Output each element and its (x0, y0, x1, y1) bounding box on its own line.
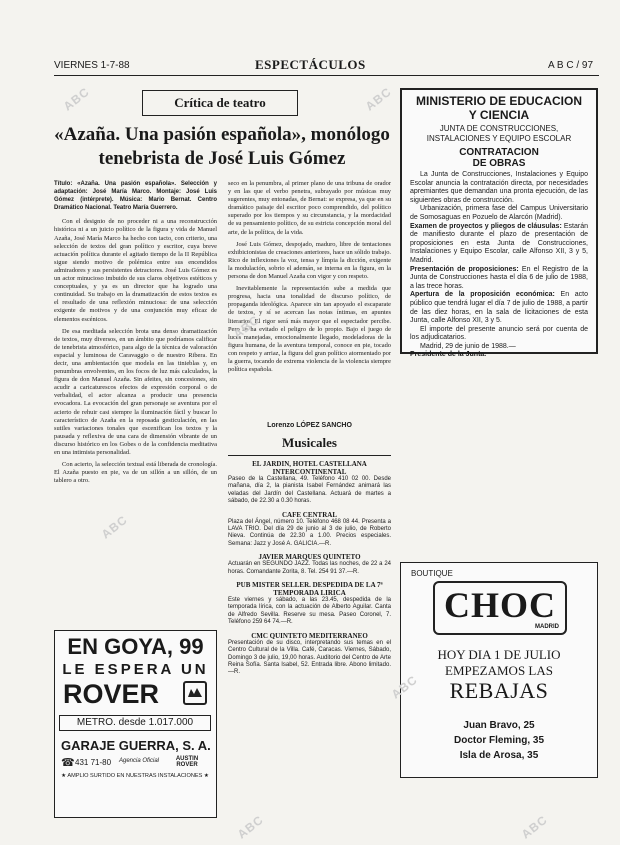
notice-label: Examen de proyectos y pliegos de cláusulas: (410, 222, 562, 230)
notice-paragraph (410, 223, 588, 266)
musical-listing-name: EL JARDIN, HOTEL CASTELLANA INTERCONTINENTAL (252, 460, 367, 476)
article-paragraph: José Luis Gómez, despojado, maduro, libre de tentaciones exhibicionistas de creaciones anteriores, hace un sólido trabajo. Rico de inflexiones la voz, tensa y límpia la dicción, exigente la modulación, sobrio el ademán, se interna en la figura, en la persona de don Manuel Azaña con vigor y con respeto. (228, 240, 391, 281)
musical-listing-body: Este viernes y sábado, a las 23.45, despedida de la temporada lírica, con la actuación de Alberto Aguilar. Canta de Alfredo Sevilla. Reserve su mesa. Paseo Coronel, 7. Teléfono 259 64 74.—R. (228, 597, 391, 626)
watermark: ABC (518, 812, 551, 842)
watermark: ABC (230, 312, 263, 342)
contratacion-title-1: CONTRATACION (459, 147, 539, 158)
goya-line-1: EN GOYA, 99 (67, 634, 204, 659)
goya-ad (54, 630, 217, 818)
choc-logo-frame (433, 581, 567, 635)
goya-line-2: LE ESPERA UN (62, 661, 209, 678)
choc-start: EMPEZAMOS LAS (445, 663, 553, 678)
choc-sales: REBAJAS (449, 678, 549, 703)
musical-listing-name: JAVIER MARQUES QUINTETO (258, 553, 361, 562)
musical-listing-body: Actuarán en SEGUNDO JAZZ. Todas las noches, de 22 a 24 horas. Comandante Zorita, 8. Tel. 254 91 37.—R. (228, 561, 391, 575)
musicales-title: Musicales (282, 435, 337, 450)
ministerio-notice (400, 88, 598, 359)
article-column-1 (54, 180, 217, 616)
notice-text: En acto público que tendrá lugar el día 7 de julio de 1988, a partir de las diez horas, en la sala de licitaciones de esta Junta, calle Alfonso XII, 3 y 5. (410, 291, 588, 325)
junta-line-2: INSTALACIONES Y EQUIPO ESCOLAR (426, 134, 572, 143)
article-paragraph: Inevitablemente la representación sube a medida que progresa, hacia una tonalidad de discurso político, de propaganda ideológica. Aparece sin tan apoyado el escaparate de textos, y sí se acercan las notas íntimas, en apuntes literarios. El rigor será más mayor que el espectador percibe. Pero se ha evitado el peligro de lo propio. Bajo el juego de luces manejadas, emocionalmente llegado, modeladoras de la figura humana, de la aventura temporal, conoce en pie, tocado con respeto y arriaz, la figura del gran político atormentado por la guerra, tocando de extrema violencia de la violencia siempre política española. (228, 285, 391, 374)
article-paragraph: Con el designio de no proceder ni a una reconstrucción histórica ni a un juicio político de la figura y vida de Manuel Azaña, José María Marco ha hecho con tacto, con criterio, una selección de textos del gran político y escritor, cuya breve actuación política durante el agitado tiempo de la II República sigue siendo motivo de polémica entre sus encendidos admiradores y sus persistentes detractores. José Luis Gómez es un actor minucioso imbuido de sus claros objetivos estéticos y conceptuales, y ya es un director que ha logrado una continuidad. Su trabajo en la dramatización de estos textos es el resultado de una reflexión minuciosa: de una selección exigente de motivos y de una conjunción muy eficaz de elementos escénicos. (54, 218, 217, 323)
musical-listing (228, 632, 391, 677)
critica-kicker: Crítica de teatro (142, 90, 298, 116)
musical-listing-name: PUB MISTER SELLER. DESPEDIDA DE LA 7ª TEMPORADA LIRICA (236, 581, 383, 598)
ministerio-title-2: Y CIENCIA (468, 108, 530, 122)
headline-line-1: «Azaña. Una pasión española», monólogo (54, 124, 390, 145)
watermark: ABC (234, 812, 267, 842)
musicales-list (228, 460, 391, 830)
musical-listing (228, 460, 391, 506)
choc-address-2: Doctor Fleming, 35 (453, 735, 544, 746)
article-paragraph: De esa meditada selección brota una denso dramatización de textos, muy diversos, en un ámbito que podríamos calificar de tenebrista atmosférico, para algo de la técnica de valoración espacial y luminosa de Caravaggio o de nuestro Ribera. En decir, una ambientación que modela en las tinieblas y, en penumbras envolventes, en los focos de luz más calculados, la figura de don Manuel Azaña. Sin afeites, sin concesiones, sin acudir a caricaturescos efectos de expresión corporal o de verbalidad, el actor alcanza a producir una presencia evocadora. La evocación del gran personaje se aventura por el acierto de rehuir casi siempre la iluminación fácil y buscar lo característico de Azaña en la reposada gesticulación, en las sutiles variaciones tonales que escenifican los textos y la pausada y reflexiva de una cara de dimensión vibrante de un discurso histórico en los Gobes o de la confidencia meditativa en una intimista personalidad. (54, 327, 217, 456)
header-rule (54, 75, 599, 76)
contratacion-title-2: DE OBRAS (472, 158, 526, 169)
page-number: A B C / 97 (548, 60, 594, 71)
watermark: ABC (388, 672, 421, 702)
dealer-agency: Agencia Oficial (119, 758, 160, 764)
notice-paragraph: Urbanización, primera fase del Campus Universitario de Somosaguas en Pozuelo de Alarcón (Madrid). (410, 205, 588, 221)
watermark: ABC (98, 512, 131, 542)
brand-logo: AUSTIN ROVER (175, 756, 199, 768)
musical-listing-body: Paseo de la Castellana, 49. Teléfono 410 02 00. Desde mañana, día 2, la pianista Isabel Fernández animará las veladas del Jardín del Castellana. Actuará de martes a sábado, de 22.30 a 0.30 horas. (228, 476, 391, 505)
choc-logo: CHOC (444, 585, 556, 625)
article-signature: Lorenzo LÓPEZ SANCHO (267, 422, 352, 429)
notice-label: Presentación de proposiciones: (410, 265, 519, 273)
watermark: ABC (60, 84, 93, 114)
article-paragraph: seco en la penumbra, al primer plano de una tribuna de orador y en las que el verbo penetra, subrayado por músicas muy sugerentes, muy entonadas, de Bernat: se expresa, ya que en su dramático paisaje del escritor poco comprendido, del político superado por los tiempos y su circunstancia, y la mordacidad de su pensamiento político, de su estricta concepción moral del arte, de la política, de la vida. (228, 180, 391, 236)
notice-label: Apertura de la proposición económica: (410, 291, 555, 299)
headline-line-2: tenebrista de José Luis Gómez (98, 148, 346, 169)
dealer-phone: 431 71-80 (75, 758, 112, 767)
goya-footer: ★ AMPLIO SURTIDO EN NUESTRAS INSTALACIONES ★ (61, 773, 209, 779)
watermark: ABC (362, 84, 395, 114)
ministerio-title-1: MINISTERIO DE EDUCACION (415, 94, 582, 108)
notice-paragraph (410, 266, 588, 292)
rover-shield-icon (183, 681, 207, 705)
phone-icon: ☎ (61, 757, 75, 769)
section-title: ESPECTÁCULOS (255, 57, 366, 72)
junta-line-1: JUNTA DE CONSTRUCCIONES, (439, 124, 559, 133)
article-column-2 (228, 180, 391, 420)
musical-listing (228, 581, 391, 627)
choc-ad (400, 562, 598, 778)
ministerio-body (410, 171, 588, 360)
choc-address-3: Isla de Arosa, 35 (459, 750, 539, 761)
dealer-name: GARAJE GUERRA, S. A. (61, 738, 211, 753)
notice-sign: Presidente de la Junta. (410, 351, 487, 359)
choc-today: HOY DIA 1 DE JULIO (437, 647, 561, 662)
goya-line-3: ROVER (63, 679, 160, 709)
metro-price: METRO. desde 1.017.000 (59, 715, 211, 731)
musical-listing-name: CMC QUINTETO MEDITERRANEO (251, 631, 368, 640)
musical-listing-body: Presentación de su disco, interpretando sus temas en el Centro Cultural de la Villa. Café, Caracas. Viernes, Sábado, Domingo 3 de julio, 19,00 horas. Auditorio del Centro de Arte Reina Sofía. Santa Isabel, 52. Entrada libre. Abono limitado.—R. (228, 639, 391, 676)
notice-paragraph (410, 291, 588, 325)
choc-boutique: BOUTIQUE (411, 569, 453, 578)
choc-city: MADRID (535, 624, 559, 630)
article-headline (54, 123, 390, 171)
notice-date: Madrid, 29 de junio de 1988.— (420, 342, 516, 350)
issue-date: VIERNES 1-7-88 (54, 60, 130, 71)
musical-listing-name: CAFE CENTRAL (281, 510, 338, 519)
musicales-rule (228, 455, 391, 456)
musical-listing (228, 511, 391, 549)
notice-paragraph: El importe del presente anuncio será por cuenta de los adjudicatarios. (410, 325, 588, 342)
article-paragraph: Con acierto, la selección textual está liberada de cronología. El Azaña puesto en pie, va de un sillón a un sillón, de un tablero a otro. (54, 461, 217, 485)
musical-listing-body: Plaza del Ángel, número 10. Teléfono 468 08 44. Presenta a LAVA TRIO. Del día 29 de junio al 3 de julio, de Roberto Nieva. Continúa de 22.30 a 1.00. Precios especiales. Semana: Jazz y José A. GALICIA.—R. (228, 518, 391, 547)
choc-address-1: Juan Bravo, 25 (463, 720, 535, 731)
notice-text: En el Registro de la Junta de Construcciones hasta el día 6 de julio de 1988, a las trece horas. (410, 265, 588, 290)
notice-text: Estarán de manifiesto durante el plazo de presentación de proposiciones en esta Junta de Construcciones, Instalaciones y Equipo Escolar, calle Alfonso XII, 3 y 5, Madrid. (410, 222, 588, 264)
notice-paragraph: La Junta de Construcciones, Instalaciones y Equipo Escolar anuncia la contratación directa, por necesidades apremiantes que demandan una pronta ejecución, de las siguientes obras de construcción. (410, 171, 588, 204)
article-credits: Título: «Azaña. Una pasión española». Selección y adaptación: José María Marco. Montaje: José Luis Gómez (intérprete). Música: Mario Bernat. Centro Dramático Nacional. Teatro María Guerrero. (54, 181, 217, 212)
musical-listing (228, 553, 391, 576)
